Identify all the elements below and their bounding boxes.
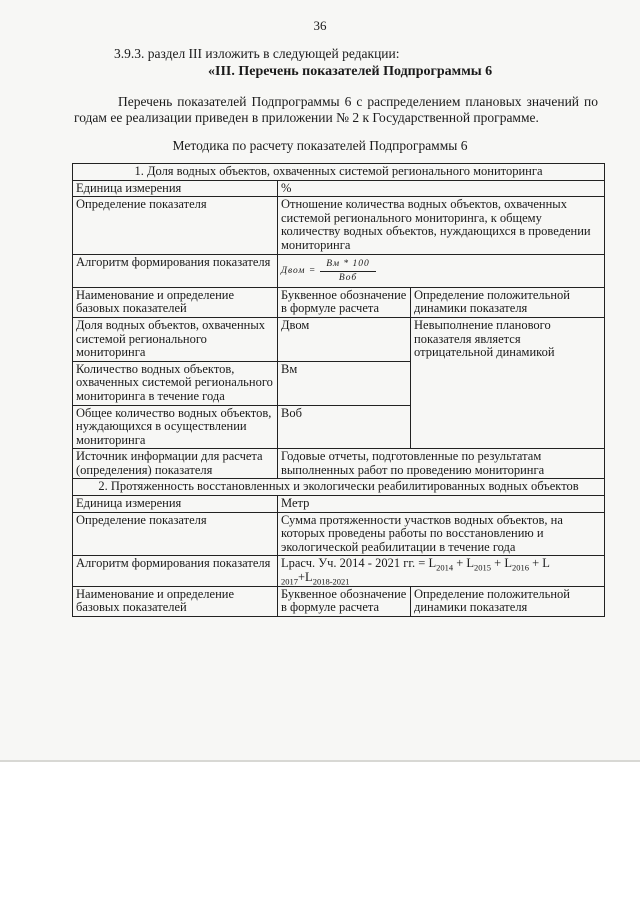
base-row-name: Общее количество водных объектов, нуждающихся в осуществлении мониторинга: [73, 405, 278, 449]
base-row-symbol: Воб: [278, 405, 411, 449]
unit-value: Метр: [278, 496, 605, 513]
formula-part: +L: [298, 570, 313, 585]
indicator1-algorithm-row: [73, 254, 605, 287]
formula-numerator: Вм * 100: [320, 258, 376, 273]
unit-label: Единица измерения: [73, 496, 278, 513]
indicator1-title: 1. Доля водных объектов, охваченных системой регионального мониторинга: [73, 164, 605, 181]
formula-subscript: 2016: [511, 562, 529, 573]
algorithm-label: Алгоритм формирования показателя: [73, 254, 278, 287]
definition-label: Определение показателя: [73, 197, 278, 254]
formula-part: + L: [528, 556, 550, 571]
unit-label: Единица измерения: [73, 180, 278, 197]
formula-denominator: Воб: [338, 273, 358, 284]
base-header-symbol: Буквенное обозначение в формуле расчета: [278, 287, 411, 317]
formula-subscript: 2015: [474, 562, 492, 573]
indicator2-unit-row: [73, 496, 605, 513]
formula-subscript: 2014: [436, 562, 454, 573]
intro-paragraph: Перечень показателей Подпрограммы 6 с распределением плановых значений по годам ее реализации приведен в приложении № 2 к Государственной программе.: [74, 94, 598, 125]
algorithm-formula: [278, 556, 605, 586]
base-row-symbol: Вм: [278, 361, 411, 405]
indicator1-source-row: [73, 449, 605, 479]
method-title: Методика по расчету показателей Подпрограммы 6: [172, 138, 468, 153]
indicator2-base-header-row: [73, 586, 605, 616]
definition-value: Отношение количества водных объектов, охваченных системой регионального мониторинга, к общему количеству водных объектов, нуждающихся в проведении мониторинга: [278, 197, 605, 254]
base-header-name: Наименование и определение базовых показателей: [73, 586, 278, 616]
source-label: Источник информации для расчета (определения) показателя: [73, 449, 278, 479]
unit-value: %: [278, 180, 605, 197]
section-line: 3.9.3. раздел III изложить в следующей редакции:: [114, 46, 400, 61]
base-header-symbol: Буквенное обозначение в формуле расчета: [278, 586, 411, 616]
definition-value: Сумма протяженности участков водных объектов, на которых проведены работы по восстановлению и экологической реабилитации в течение года: [278, 512, 605, 556]
base-header-dynamics: Определение положительной динамики показателя: [411, 287, 605, 317]
scan-edge: [0, 760, 640, 762]
base-row-name: Доля водных объектов, охваченных системой регионального мониторинга: [73, 317, 278, 361]
indicator1-definition-row: [73, 197, 605, 254]
algorithm-formula: [278, 254, 605, 287]
base-row: [73, 317, 605, 361]
page-number: 36: [313, 18, 327, 33]
indicator2-algorithm-row: [73, 556, 605, 586]
indicator1-title-row: [73, 164, 605, 181]
formula-subscript: 2017: [281, 576, 298, 587]
definition-label: Определение показателя: [73, 512, 278, 556]
formula-fraction: [320, 258, 376, 286]
source-value: Годовые отчеты, подготовленные по результатам выполненных работ по проведению мониторинга: [278, 449, 605, 479]
base-header-dynamics: Определение положительной динамики показателя: [411, 586, 605, 616]
formula: [281, 256, 376, 286]
algorithm-label: Алгоритм формирования показателя: [73, 556, 278, 586]
section-title: «III. Перечень показателей Подпрограммы 6: [208, 64, 493, 79]
dynamics-value: Невыполнение планового показателя является отрицательной динамикой: [411, 317, 605, 448]
indicators-table: [72, 163, 605, 617]
formula-subscript: 2018-2021: [312, 576, 350, 587]
formula-part: Lрасч. Уч. 2014 - 2021 гг. = L: [281, 556, 437, 571]
base-header-name: Наименование и определение базовых показателей: [73, 287, 278, 317]
base-row-name: Количество водных объектов, охваченных системой регионального мониторинга в течение года: [73, 361, 278, 405]
base-row-symbol: Двом: [278, 317, 411, 361]
formula-part: + L: [453, 556, 475, 571]
formula-lhs: Двом =: [281, 265, 317, 276]
indicator2-definition-row: [73, 512, 605, 556]
indicator1-unit-row: [73, 180, 605, 197]
indicator2-title-row: [73, 479, 605, 496]
indicator1-base-header-row: [73, 287, 605, 317]
formula-part: + L: [491, 556, 512, 571]
indicator2-title: 2. Протяженность восстановленных и экологически реабилитированных водных объектов: [73, 479, 605, 496]
